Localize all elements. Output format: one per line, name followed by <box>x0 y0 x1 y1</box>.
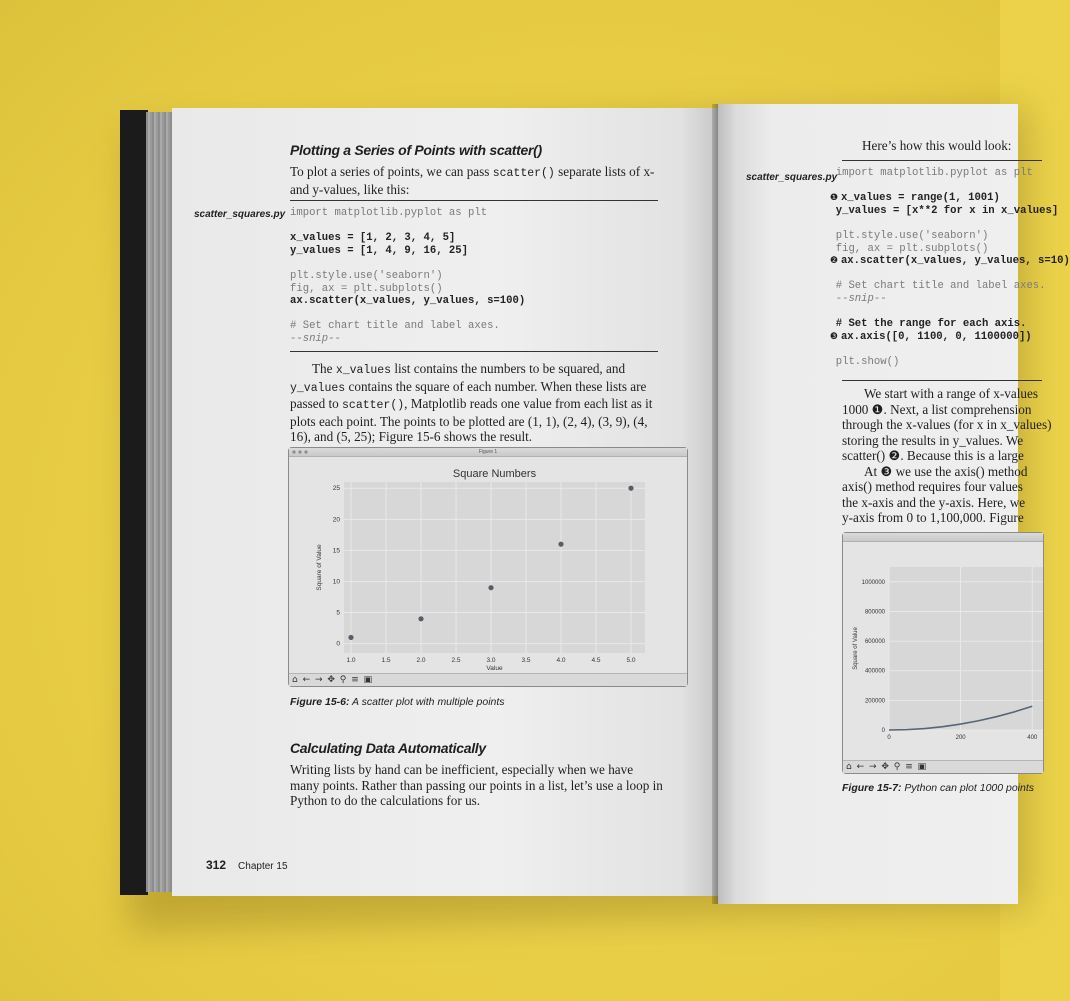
code-text: ax.scatter(x_values, y_values, s=100) <box>290 295 526 308</box>
plot-area <box>344 482 645 653</box>
code-text: x_values = range(1, 1001) <box>840 192 1000 205</box>
code-line <box>290 220 525 233</box>
para-code-1: x_values <box>335 364 392 377</box>
intro-text-2: separate lists of x- and y-values, like this: <box>290 164 655 197</box>
code-text: # Set the range for each axis. <box>835 318 1027 331</box>
chapter-label: Chapter 15 <box>238 861 288 872</box>
right-caption-label: Figure 15-7: <box>842 782 902 794</box>
code-listing <box>290 207 525 346</box>
para-text-3: contains the square of each number. When these lists are passed to <box>290 378 647 411</box>
right-page <box>718 104 1070 904</box>
y-tick-label: 15 <box>332 547 340 555</box>
right-file-label: scatter_squares.py <box>746 172 838 183</box>
code-line <box>290 207 525 220</box>
right-para-line: y-axis from 0 to 1,100,000. Figure <box>842 510 1024 525</box>
code-line <box>830 293 1070 306</box>
para-text-1: The <box>312 361 336 376</box>
code-line <box>830 217 1070 230</box>
code-line <box>830 331 1070 344</box>
right-code-top-rule <box>842 160 1042 161</box>
code-line <box>830 268 1070 281</box>
code-line <box>830 306 1070 319</box>
code-line <box>290 295 525 308</box>
data-point <box>348 635 353 640</box>
code-text: y_values = [x**2 for x in x_values] <box>835 204 1059 217</box>
book-cover-edge <box>120 110 148 895</box>
intro-text-1: To plot a series of points, we can pass <box>290 164 493 179</box>
callout-marker <box>830 218 836 228</box>
code-line <box>290 308 525 321</box>
x-tick-label: 2.5 <box>451 657 461 664</box>
code-text: ax.scatter(x_values, y_values, s=10) <box>840 255 1070 268</box>
x-axis-label: Value <box>486 665 503 672</box>
code-line <box>830 318 1070 331</box>
right-figure-toolbar[interactable]: ⌂ ← → ✥ ⚲ ≡ ▣ <box>843 760 1043 773</box>
right-para-line: through the x-values (for x in x_values) <box>842 417 1052 432</box>
page-number: 312 <box>206 858 227 872</box>
window-title: Figure 1 <box>478 449 498 455</box>
code-text: fig, ax = plt.subplots() <box>290 282 443 295</box>
para-code-2: y_values <box>290 381 346 395</box>
caption-text: A scatter plot with multiple points <box>349 696 505 708</box>
line-chart <box>843 542 1043 760</box>
code-top-rule <box>290 200 658 201</box>
code-line <box>290 270 525 283</box>
code-line <box>830 230 1070 243</box>
code-text: plt.show() <box>835 355 900 368</box>
y-axis-label: Square of Value <box>853 627 859 670</box>
code-line <box>830 180 1070 193</box>
figure-window <box>288 447 688 687</box>
right-window-titlebar <box>843 533 1043 542</box>
code-text: --snip-- <box>835 292 887 305</box>
right-intro: Here’s how this would look: <box>862 138 1012 153</box>
code-line <box>830 356 1070 369</box>
code-line <box>830 280 1070 293</box>
right-para-line: axis() method requires four values <box>842 479 1023 494</box>
file-label: scatter_squares.py <box>194 209 286 220</box>
explanation-paragraph <box>290 361 662 445</box>
y-tick-label: 0 <box>881 728 885 734</box>
code-line <box>830 243 1070 256</box>
para-code-3: scatter() <box>342 399 405 412</box>
section-heading-calc: Calculating Data Automatically <box>290 740 486 756</box>
figure-caption <box>290 696 505 708</box>
callout-marker <box>830 181 836 191</box>
page-footer <box>206 858 288 872</box>
figure-toolbar[interactable]: ⌂ ← → ✥ ⚲ ≡ ▣ <box>289 673 687 686</box>
y-axis-label: Square of Value <box>316 544 323 591</box>
x-tick-label: 1.5 <box>381 657 391 664</box>
code-bottom-rule <box>290 351 658 352</box>
y-tick-label: 10 <box>332 578 340 586</box>
plot-area <box>889 567 1043 730</box>
x-tick-label: 0 <box>887 735 891 741</box>
code-text: fig, ax = plt.subplots() <box>835 242 989 255</box>
y-tick-label: 200000 <box>864 698 885 705</box>
x-tick-label: 4.5 <box>591 657 601 664</box>
code-line <box>290 333 525 346</box>
code-text: x_values = [1, 2, 3, 4, 5] <box>290 232 456 245</box>
y-tick-label: 1000000 <box>861 579 885 586</box>
y-tick-label: 400000 <box>864 668 885 675</box>
callout-marker <box>830 307 836 317</box>
code-line <box>830 255 1070 268</box>
callout-marker: ❸ <box>830 331 841 342</box>
callout-marker: ❷ <box>830 256 841 267</box>
right-paragraph <box>842 386 1051 526</box>
data-point <box>488 585 493 590</box>
window-titlebar <box>289 448 687 457</box>
right-figure-caption <box>842 782 1034 794</box>
x-tick-label: 3.5 <box>521 657 531 664</box>
callout-marker <box>830 269 836 279</box>
intro-code: scatter() <box>492 167 555 180</box>
y-tick-label: 5 <box>336 609 340 617</box>
x-tick-label: 1.0 <box>346 657 356 664</box>
right-para-line: the x-axis and the y-axis. Here, we <box>842 494 1026 510</box>
code-text: y_values = [1, 4, 9, 16, 25] <box>290 244 469 257</box>
code-text: plt.style.use('seaborn') <box>290 269 443 282</box>
x-tick-label: 200 <box>955 735 966 741</box>
right-para-line: storing the results in y_values. We <box>842 432 1024 448</box>
data-point <box>418 616 423 621</box>
x-tick-label: 400 <box>1027 735 1038 741</box>
code-line <box>830 167 1070 180</box>
y-tick-label: 600000 <box>864 639 885 646</box>
data-point <box>558 542 563 547</box>
y-tick-label: 20 <box>332 516 340 524</box>
right-para-line: We start with a range of x-values <box>864 386 1038 401</box>
calc-paragraph: Writing lists by hand can be inefficient, especially when we have many points. Rather than passing our points in a list, let’s use a loop in Python to do the calculations for us. <box>290 762 663 808</box>
callout-marker: ❶ <box>830 193 841 204</box>
right-figure-window <box>842 532 1044 774</box>
y-tick-label: 800000 <box>864 609 885 616</box>
data-point <box>628 486 633 491</box>
para-text-2: list contains the numbers to be squared, and <box>391 361 626 376</box>
code-text: --snip-- <box>290 332 341 345</box>
code-line <box>830 192 1070 205</box>
x-tick-label: 5.0 <box>626 657 636 664</box>
code-text: # Set chart title and label axes. <box>290 320 500 333</box>
left-page <box>172 108 718 896</box>
right-code-bottom-rule <box>842 380 1042 381</box>
code-text: import matplotlib.pyplot as plt <box>835 167 1033 179</box>
code-text: import matplotlib.pyplot as plt <box>290 207 488 219</box>
code-text: # Set chart title and label axes. <box>835 280 1046 293</box>
right-para-line: scatter() ❷. Because this is a large <box>842 448 1024 463</box>
scatter-chart <box>289 457 687 673</box>
intro-paragraph <box>290 164 672 197</box>
section-heading-scatter: Plotting a Series of Points with scatter() <box>290 142 542 158</box>
code-line <box>290 257 525 270</box>
code-text: ax.axis([0, 1100, 0, 1100000]) <box>840 330 1032 343</box>
code-line <box>830 343 1070 356</box>
y-tick-label: 0 <box>336 640 340 648</box>
code-line <box>290 232 525 245</box>
code-text: plt.style.use('seaborn') <box>835 229 989 242</box>
x-tick-label: 2.0 <box>416 657 426 664</box>
right-para-line: 1000 ❶. Next, a list comprehension <box>842 401 1032 417</box>
caption-label: Figure 15-6: <box>290 696 350 708</box>
right-code-listing <box>830 167 1070 369</box>
x-tick-label: 4.0 <box>556 657 566 664</box>
callout-marker <box>830 344 836 354</box>
code-line <box>290 320 525 333</box>
code-line <box>290 283 525 296</box>
x-tick-label: 3.0 <box>486 657 496 664</box>
code-line <box>290 245 525 258</box>
para-text-4: , Matplotlib reads one value from each list as it plots each point. The points to be plotted are (1, 1), (2, 4), (3, 9), (4, 16), and (5, 25); Figure 15-6 shows the result. <box>290 396 653 444</box>
right-para-line: At ❸ we use the axis() method <box>864 463 1028 479</box>
chart-title: Square Numbers <box>452 468 537 480</box>
code-line <box>830 205 1070 218</box>
y-tick-label: 25 <box>332 485 340 493</box>
right-caption-text: Python can plot 1000 points <box>901 782 1035 794</box>
